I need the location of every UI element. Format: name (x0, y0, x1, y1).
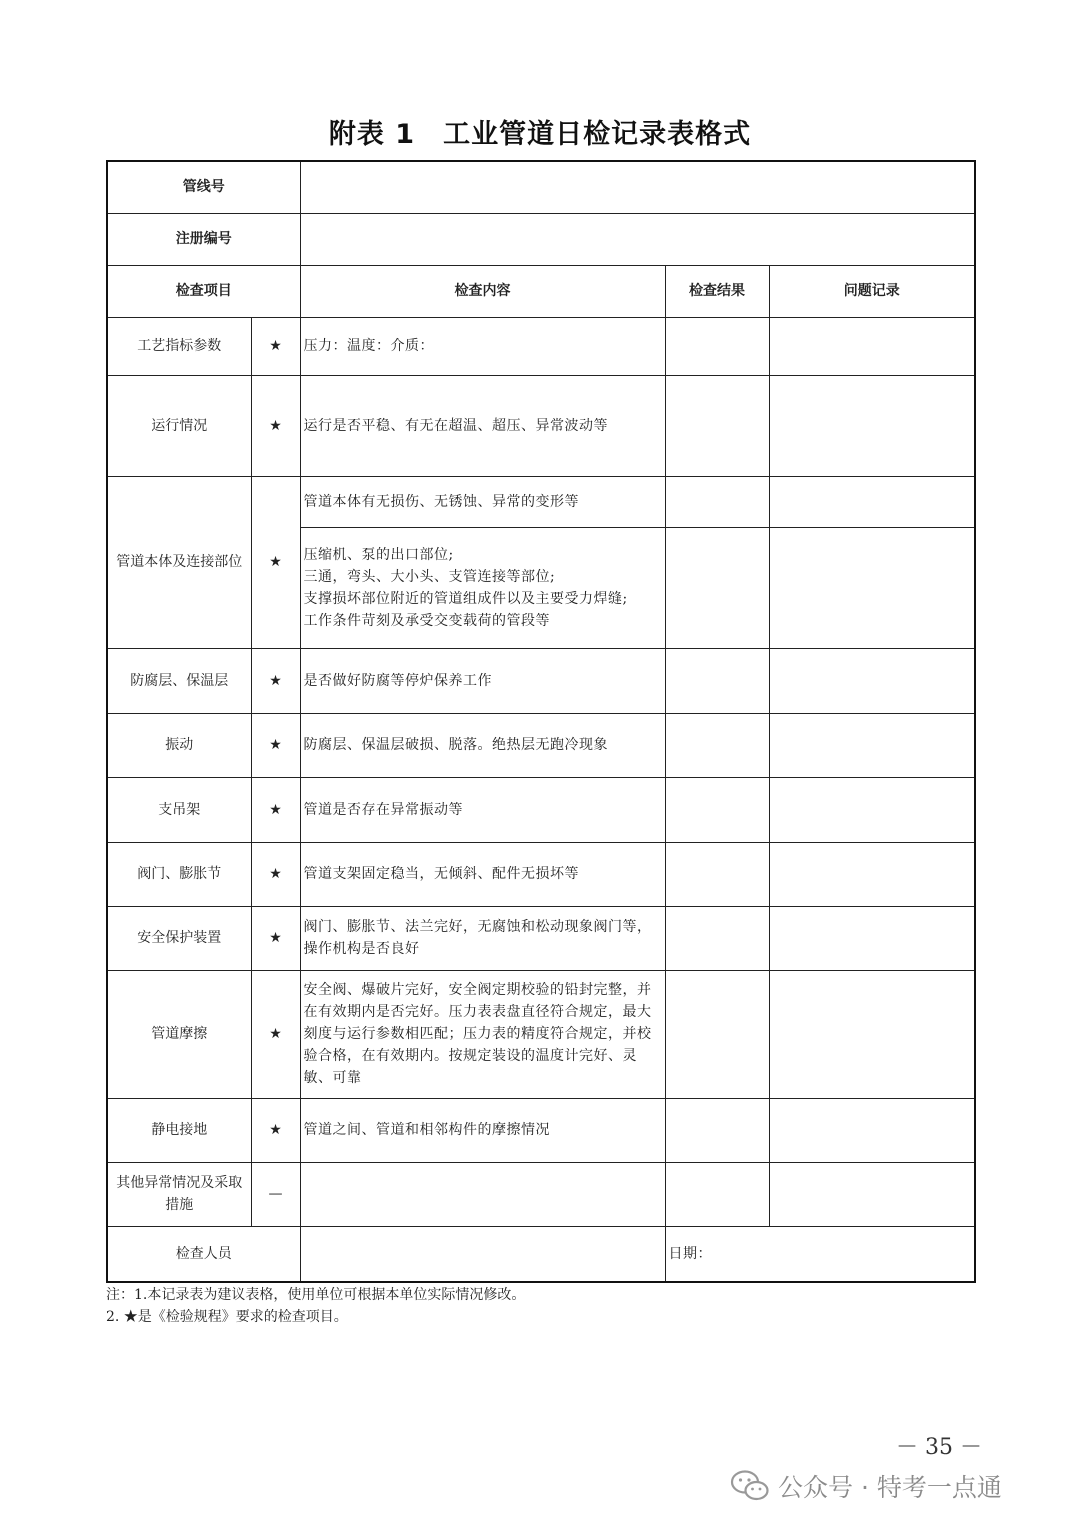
result-cell[interactable] (665, 317, 769, 375)
inspector-field[interactable] (300, 1226, 665, 1282)
result-cell[interactable] (665, 713, 769, 777)
record-cell[interactable] (769, 648, 975, 713)
table-row (107, 777, 975, 842)
pipeline-no-field[interactable] (300, 161, 975, 213)
item-content: 压力：温度：介质： (300, 317, 665, 375)
table-row (107, 1098, 975, 1162)
record-cell[interactable] (769, 1162, 975, 1226)
result-cell[interactable] (665, 906, 769, 970)
item-content: 运行是否平稳、有无在超温、超压、异常波动等 (300, 375, 665, 476)
result-cell[interactable] (665, 842, 769, 906)
result-cell[interactable] (665, 527, 769, 648)
header-inspection-item: 检查项目 (107, 265, 300, 317)
pipeline-no-label: 管线号 (107, 161, 300, 213)
page-title: 附表 1 工业管道日检记录表格式 (328, 119, 752, 150)
table-row (107, 375, 975, 476)
record-cell[interactable] (769, 375, 975, 476)
watermark-text: 公众号 · 特考一点通 (778, 1473, 1002, 1502)
table-row (107, 476, 975, 527)
item-label: 静电接地 (107, 1098, 251, 1162)
item-content: 管道支架固定稳当，无倾斜、配件无损坏等 (300, 842, 665, 906)
result-cell[interactable] (665, 375, 769, 476)
required-star-icon: ★ (251, 648, 300, 713)
record-cell[interactable] (769, 970, 975, 1098)
table-row (107, 648, 975, 713)
watermark (730, 1466, 1002, 1506)
item-label: 防腐层、保温层 (107, 648, 251, 713)
record-cell[interactable] (769, 317, 975, 375)
note-2: 2. ★是《检验规程》要求的检查项目。 (106, 1309, 348, 1325)
table-row (107, 1162, 975, 1226)
table-row (107, 842, 975, 906)
notes (106, 1284, 525, 1328)
table-row (107, 970, 975, 1098)
item-content: 管道是否存在异常振动等 (300, 777, 665, 842)
not-required-dash: — (251, 1162, 300, 1226)
inspector-label: 检查人员 (107, 1226, 300, 1282)
header-problem-record: 问题记录 (769, 265, 975, 317)
item-label: 阀门、膨胀节 (107, 842, 251, 906)
item-content: 压缩机、泵的出口部位; 三通，弯头、大小头、支管连接等部位; 支撑损坏部位附近的管道组成件以及主要受力焊缝; 工作条件苛刻及承受交变载荷的管段等 (300, 527, 665, 648)
header-inspection-content: 检查内容 (300, 265, 665, 317)
record-cell[interactable] (769, 1098, 975, 1162)
record-cell[interactable] (769, 527, 975, 648)
required-star-icon: ★ (251, 375, 300, 476)
result-cell[interactable] (665, 476, 769, 527)
item-content: 阀门、膨胀节、法兰完好，无腐蚀和松动现象阀门等，操作机构是否良好 (300, 906, 665, 970)
required-star-icon: ★ (251, 1098, 300, 1162)
record-cell[interactable] (769, 906, 975, 970)
required-star-icon: ★ (251, 970, 300, 1098)
item-content: 管道本体有无损伤、无锈蚀、异常的变形等 (300, 476, 665, 527)
record-cell[interactable] (769, 713, 975, 777)
table-row (107, 713, 975, 777)
item-label: 管道本体及连接部位 (107, 476, 251, 648)
item-label: 其他异常情况及采取措施 (107, 1162, 251, 1226)
item-content: 防腐层、保温层破损、脱落。绝热层无跑冷现象 (300, 713, 665, 777)
record-cell[interactable] (769, 476, 975, 527)
table-row (107, 906, 975, 970)
item-label: 支吊架 (107, 777, 251, 842)
result-cell[interactable] (665, 1098, 769, 1162)
wechat-icon (730, 1469, 770, 1503)
item-content[interactable] (300, 1162, 665, 1226)
note-1: 注：1.本记录表为建议表格，使用单位可根据本单位实际情况修改。 (106, 1287, 526, 1303)
item-content: 是否做好防腐等停炉保养工作 (300, 648, 665, 713)
header-inspection-result: 检查结果 (665, 265, 769, 317)
result-cell[interactable] (665, 777, 769, 842)
required-star-icon: ★ (251, 777, 300, 842)
item-label: 安全保护装置 (107, 906, 251, 970)
registration-no-label: 注册编号 (107, 213, 300, 265)
daily-inspection-table (106, 160, 976, 1283)
page-number: － 35 － (896, 1435, 982, 1460)
item-content: 安全阀、爆破片完好，安全阀定期校验的铅封完整，并在有效期内是否完好。压力表表盘直径符合规定，最大刻度与运行参数相匹配；压力表的精度符合规定，并校验合格，在有效期内。按规定装设的温度计完好、灵敏、可靠 (300, 970, 665, 1098)
registration-no-field[interactable] (300, 213, 975, 265)
date-field[interactable]: 日期： (665, 1226, 975, 1282)
required-star-icon: ★ (251, 713, 300, 777)
required-star-icon: ★ (251, 317, 300, 375)
record-cell[interactable] (769, 777, 975, 842)
result-cell[interactable] (665, 1162, 769, 1226)
result-cell[interactable] (665, 648, 769, 713)
required-star-icon: ★ (251, 842, 300, 906)
required-star-icon: ★ (251, 906, 300, 970)
item-label: 运行情况 (107, 375, 251, 476)
result-cell[interactable] (665, 970, 769, 1098)
item-label: 工艺指标参数 (107, 317, 251, 375)
item-content: 管道之间、管道和相邻构件的摩擦情况 (300, 1098, 665, 1162)
table-row (107, 317, 975, 375)
item-label: 管道摩擦 (107, 970, 251, 1098)
item-label: 振动 (107, 713, 251, 777)
record-cell[interactable] (769, 842, 975, 906)
required-star-icon: ★ (251, 476, 300, 648)
